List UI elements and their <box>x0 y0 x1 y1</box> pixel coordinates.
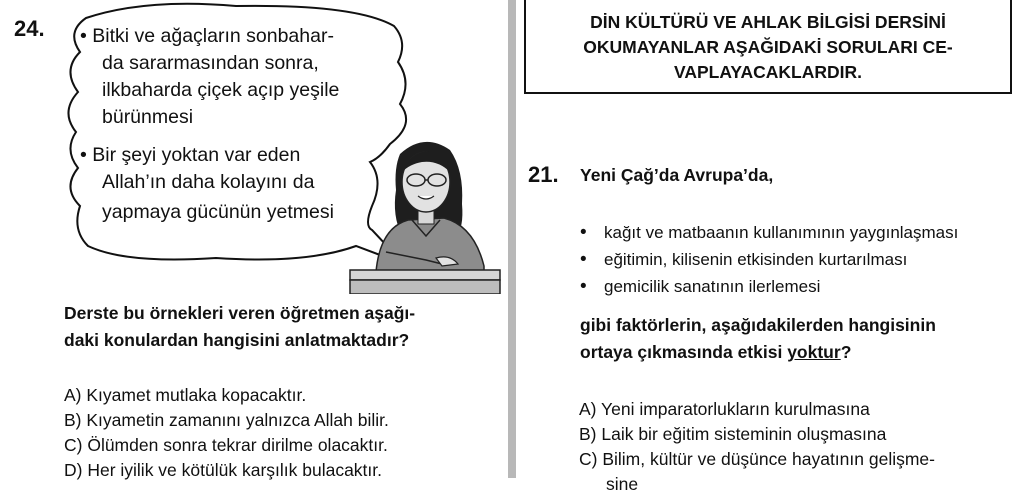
stem-21-line-2-text: ortaya çıkmasında etkisi <box>580 342 788 362</box>
question-number-24: 24. <box>14 16 45 41</box>
factor-list <box>578 219 958 300</box>
notice-line-3: VAPLAYACAKLARDIR. <box>674 62 862 82</box>
notice-line-1: DİN KÜLTÜRÜ VE AHLAK BİLGİSİ DERSİNİ <box>590 12 946 32</box>
bubble-line-1: • Bitki ve ağaçların sonbahar- <box>80 25 334 47</box>
question-21-intro: Yeni Çağ’da Avrupa’da, <box>580 165 774 185</box>
factor-item-1: • kağıt ve matbaanın kullanımının yaygınlaşması <box>578 219 958 246</box>
notice-line-2: OKUMAYANLAR AŞAĞIDAKİ SORULARI CE- <box>583 37 953 57</box>
question-21-options <box>579 397 935 497</box>
notice-box <box>524 0 1012 94</box>
bubble-line-5: • Bir şeyi yoktan var eden <box>80 144 301 166</box>
question-24-options <box>64 383 389 483</box>
factor-item-3: • gemicilik sanatının ilerlemesi <box>578 273 958 300</box>
question-number-21: 21. <box>528 162 559 187</box>
bubble-text <box>80 24 390 234</box>
option-c[interactable]: C) Ölümden sonra tekrar dirilme olacaktır. <box>64 435 388 455</box>
option-21-c[interactable]: C) Bilim, kültür ve düşünce hayatının gelişme- <box>579 449 935 469</box>
stem-21-line-2 <box>580 339 936 366</box>
option-21-b[interactable]: B) Laik bir eğitim sisteminin oluşmasına <box>579 424 887 444</box>
question-21-stem <box>580 312 936 366</box>
factor-item-2: • eğitimin, kilisenin etkisinden kurtarılması <box>578 246 958 273</box>
bubble-line-7: yapmaya gücünün yetmesi <box>102 201 334 223</box>
option-a[interactable]: A) Kıyamet mutlaka kopacaktır. <box>64 385 307 405</box>
stem-line-2: daki konulardan hangisini anlatmaktadır? <box>64 330 410 350</box>
bubble-line-2: da sararmasından sonra, <box>102 52 319 74</box>
option-21-c-continued: sine <box>606 474 639 494</box>
question-24-stem <box>64 300 415 354</box>
stem-21-line-1: gibi faktörlerin, aşağıdakilerden hangisinin <box>580 315 936 335</box>
stem-line-1: Derste bu örnekleri veren öğretmen aşağı- <box>64 303 416 323</box>
option-b[interactable]: B) Kıyametin zamanını yalnızca Allah bilir. <box>64 410 389 430</box>
bubble-line-6: Allah’ın daha kolayını da <box>102 171 315 193</box>
bubble-line-4: bürünmesi <box>102 106 194 128</box>
question-mark: ? <box>840 342 852 362</box>
bubble-line-3: ilkbaharda çiçek açıp yeşile <box>102 79 340 101</box>
option-21-a[interactable]: A) Yeni imparatorlukların kurulmasına <box>579 399 870 419</box>
column-divider <box>508 0 516 478</box>
option-d[interactable]: D) Her iyilik ve kötülük karşılık bulacaktır. <box>64 460 383 480</box>
underlined-word: yoktur <box>787 342 841 362</box>
teacher-illustration <box>346 132 502 294</box>
